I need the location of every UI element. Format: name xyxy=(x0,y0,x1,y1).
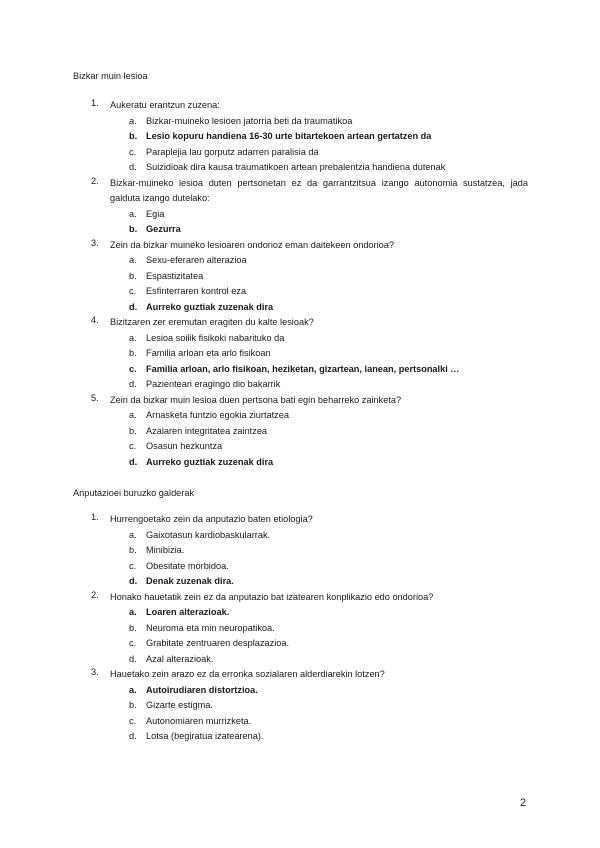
question-text: Hurrengoetako zein da anputazio baten etiologia? xyxy=(110,514,313,524)
option-text: Suizidioak dira kausa traumatikoen artean prebalentzia handiena dutenak xyxy=(146,162,446,172)
option-letter: c. xyxy=(129,146,137,157)
option-text: Autonomiaren murrizketa. xyxy=(146,715,252,726)
question-number: 2. xyxy=(91,175,99,186)
option-letter: b. xyxy=(129,700,137,710)
answer-option-correct xyxy=(0,683,600,699)
option-letter: a. xyxy=(129,529,137,540)
question-text: Honako hauetatik zein ez da anputazio bat izatearen konplikazio edo ondorioa? xyxy=(110,591,434,602)
question-text: Aukeratu erantzun zuzena: xyxy=(110,100,220,110)
page-number: 2 xyxy=(520,797,527,809)
option-letter: d. xyxy=(129,576,138,586)
question-text: Bizitzaren zer eremutan eragiten du kalte lesioak? xyxy=(110,317,314,327)
option-text: Esfinterraren kontrol eza xyxy=(146,286,247,296)
option-letter: c. xyxy=(129,715,137,726)
option-text: Azal alterazioak. xyxy=(146,653,214,664)
option-text: Gezurra xyxy=(146,224,181,234)
answer-option xyxy=(0,636,600,652)
option-letter: a. xyxy=(129,607,137,617)
option-text: Pazienteari eragingo dio bakarrik xyxy=(146,379,281,389)
answer-option xyxy=(0,114,600,130)
section-title: Anputazioei buruzko galderak xyxy=(73,488,195,498)
option-letter: c. xyxy=(129,363,137,374)
question-text: Zein da bizkar muin lesioa duen pertsona bati egin beharreko zainketa? xyxy=(110,394,402,405)
answer-option xyxy=(0,253,600,269)
answer-option xyxy=(0,346,600,362)
option-text: Loaren alterazioak. xyxy=(146,607,230,617)
answer-option xyxy=(0,621,600,637)
answer-option-correct xyxy=(0,574,600,590)
option-letter: b. xyxy=(129,425,137,436)
option-letter: a. xyxy=(129,332,137,343)
option-letter: c. xyxy=(129,441,137,451)
option-text: Espastizitatea xyxy=(146,270,204,281)
answer-option xyxy=(0,331,600,347)
answer-option xyxy=(0,284,600,300)
question xyxy=(0,98,600,176)
option-letter: b. xyxy=(129,348,137,358)
question-text: Bizkar-muineko lesioa duten pertsonetan ez da garrantzitsua izango autonomia sustatzea, jada galduta izango dutelako: xyxy=(110,177,528,203)
answer-option-correct xyxy=(0,605,600,621)
option-text: Osasun hezkuntza xyxy=(146,441,223,451)
option-text: Familia arloan eta arlo fisikoan xyxy=(146,348,271,358)
question-list xyxy=(0,512,600,745)
option-text: Paraplejia lau gorputz adarren paralisia da xyxy=(146,146,319,157)
option-text: Gizarte estigma. xyxy=(146,700,213,710)
option-letter: c. xyxy=(129,286,137,296)
option-letter: a. xyxy=(129,410,137,420)
option-text: Egia xyxy=(146,208,165,219)
option-text: Azalaren integritatea zaintzea xyxy=(146,425,268,436)
option-text: Obesitate morbidoa. xyxy=(146,560,229,571)
answer-option xyxy=(0,714,600,730)
option-letter: a. xyxy=(129,208,137,219)
option-letter: d. xyxy=(129,456,138,467)
option-letter: d. xyxy=(129,301,138,312)
answer-option xyxy=(0,145,600,161)
answer-option-correct xyxy=(0,129,600,145)
option-letter: c. xyxy=(129,560,137,571)
answer-option xyxy=(0,207,600,223)
option-text: Arnasketa funtzio egokia ziurtatzea xyxy=(146,410,289,420)
option-text: Minibizia. xyxy=(146,545,185,555)
answer-option-correct xyxy=(0,362,600,378)
question-number: 1. xyxy=(91,98,99,108)
question xyxy=(0,176,600,238)
answer-option xyxy=(0,559,600,575)
option-letter: a. xyxy=(129,255,137,265)
question-number: 3. xyxy=(91,667,99,677)
option-letter: d. xyxy=(129,653,137,664)
option-text: Aurreko guztiak zuzenak dira xyxy=(146,456,274,467)
answer-option xyxy=(0,528,600,544)
answer-option xyxy=(0,269,600,285)
option-text: Aurreko guztiak zuzenak dira xyxy=(146,301,274,312)
option-text: Lotsa (begiratua izatearena). xyxy=(146,731,264,741)
answer-option xyxy=(0,543,600,559)
option-letter: a. xyxy=(129,115,137,126)
answer-option xyxy=(0,729,600,745)
option-text: Lesio kopuru handiena 16-30 urte bitartekoen artean gertatzen da xyxy=(146,131,432,141)
option-text: Bizkar-muineko lesioen jatorria beti da traumatikoa xyxy=(146,115,353,126)
option-letter: b. xyxy=(129,622,137,633)
question-number: 2. xyxy=(91,589,99,600)
question xyxy=(0,315,600,393)
question-list xyxy=(0,98,600,470)
option-text: Autoirudiaren distortzioa. xyxy=(146,684,258,695)
section-title: Bizkar muin lesioa xyxy=(73,71,148,81)
answer-option-correct xyxy=(0,222,600,238)
question-number: 4. xyxy=(91,315,99,325)
option-letter: a. xyxy=(129,684,137,695)
question xyxy=(0,393,600,471)
option-letter: c. xyxy=(129,638,137,648)
question-number: 1. xyxy=(91,512,99,522)
option-letter: b. xyxy=(129,545,137,555)
option-text: Familia arloan, arlo fisikoan, heziketan, gizartean, lanean, pertsonalki … xyxy=(146,363,460,374)
answer-option xyxy=(0,439,600,455)
question xyxy=(0,667,600,745)
option-text: Denak zuzenak dira. xyxy=(146,576,234,586)
option-text: Sexu-eferaren alterazioa xyxy=(146,255,247,265)
question xyxy=(0,238,600,316)
answer-option xyxy=(0,652,600,668)
option-letter: d. xyxy=(129,162,137,172)
answer-option xyxy=(0,698,600,714)
question-number: 3. xyxy=(91,237,99,248)
option-letter: b. xyxy=(129,224,138,234)
question-text: Zein da bizkar muineko lesioaren ondorioz eman daitekeen ondorioa? xyxy=(110,239,394,250)
answer-option xyxy=(0,424,600,440)
answer-option-correct xyxy=(0,455,600,471)
option-letter: b. xyxy=(129,270,137,281)
option-text: Grabitate zentruaren desplazazioa. xyxy=(146,638,290,648)
option-text: Lesioa soilik fisikoki nabarituko da xyxy=(146,332,285,343)
question-text: Hauetako zein arazo ez da erronka sozialaren alderdiarekin lotzen? xyxy=(110,669,385,679)
option-letter: b. xyxy=(129,131,138,141)
question-number: 5. xyxy=(91,392,99,403)
answer-option xyxy=(0,160,600,176)
question xyxy=(0,512,600,590)
option-text: Neuroma eta min neuropatikoa. xyxy=(146,622,275,633)
answer-option xyxy=(0,408,600,424)
option-letter: d. xyxy=(129,731,137,741)
question xyxy=(0,590,600,668)
answer-option xyxy=(0,377,600,393)
option-letter: d. xyxy=(129,379,137,389)
option-text: Gaixotasun kardiobaskularrak. xyxy=(146,529,271,540)
answer-option-correct xyxy=(0,300,600,316)
